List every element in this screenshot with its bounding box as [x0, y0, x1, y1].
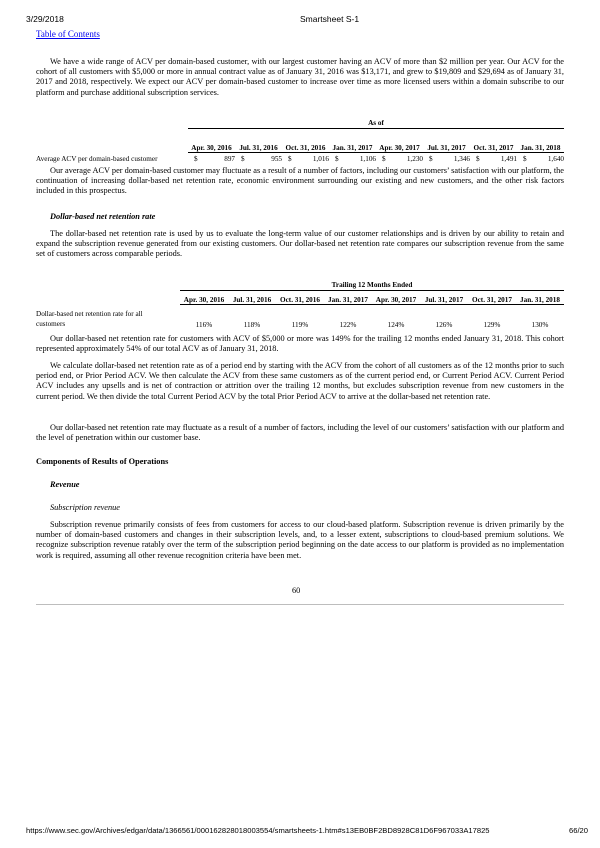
retention-col-header: Jan. 31, 2017	[324, 291, 372, 305]
acv-value: 1,346	[453, 154, 470, 163]
page-divider	[36, 604, 564, 605]
document-title: Smartsheet S-1	[300, 14, 360, 24]
currency-symbol: $	[523, 154, 527, 163]
heading-components-of-results: Components of Results of Operations	[36, 457, 169, 466]
acv-col-header: Jan. 31, 2018	[517, 129, 564, 153]
paragraph-subscription-revenue: Subscription revenue primarily consists of fees from customers for access to our cloud-based platform. Subscription revenue is driven primarily by the number of domain-based customers and changes in their subscription levels, and, to a lesser extent, subscriptions to cloud-based premium solutions. We recognize subscription revenue ratably over the term of the subscription period beginning on the date access to our platform is provided as no implementation work is required, assuming all other revenue recognition criteria have been met.	[36, 520, 564, 560]
acv-value: 1,106	[359, 154, 376, 163]
retention-value: 118%	[243, 320, 261, 329]
currency-symbol: $	[194, 154, 198, 163]
acv-col-header: Jul. 31, 2017	[423, 129, 470, 153]
footer-page-count: 66/20	[569, 826, 589, 835]
acv-value: 1,016	[312, 154, 329, 163]
currency-symbol: $	[429, 154, 433, 163]
acv-col-header: Jan. 31, 2017	[329, 129, 376, 153]
retention-col-header: Apr. 30, 2017	[372, 291, 420, 305]
acv-value: 897	[224, 154, 235, 163]
acv-value: 1,230	[406, 154, 423, 163]
retention-col-header: Oct. 31, 2016	[276, 291, 324, 305]
acv-col-header: Oct. 31, 2017	[470, 129, 517, 153]
paragraph-retention-definition: The dollar-based net retention rate is used by us to evaluate the long-term value of our customer relationships and is driven by our ability to retain and expand the subscription revenue generated from our existing customers. Our dollar-based net retention rate compares our subscription revenue from the same set of customers across comparable periods.	[36, 229, 564, 259]
retention-value: 129%	[483, 320, 501, 329]
currency-symbol: $	[288, 154, 292, 163]
table-row	[36, 305, 564, 329]
acv-col-header: Oct. 31, 2016	[282, 129, 329, 153]
footer-url: https://www.sec.gov/Archives/edgar/data/1366561/000162828018003554/smartsheets-1.htm#s13EB0BF2BD8928C81D6F967033A17825	[26, 826, 490, 835]
retention-group-header: Trailing 12 Months Ended	[180, 279, 564, 291]
heading-subscription-revenue: Subscription revenue	[50, 503, 120, 512]
paragraph-retention-fluctuation: Our dollar-based net retention rate may fluctuate as a result of a number of factors, including the level of our customers’ satisfaction with our platform and the level of penetration within our customer base.	[36, 423, 564, 443]
acv-col-header: Jul. 31, 2016	[235, 129, 282, 153]
table-of-contents-link[interactable]: Table of Contents	[36, 29, 100, 39]
heading-dollar-based-net-retention-rate: Dollar-based net retention rate	[50, 212, 156, 221]
retention-value: 126%	[435, 320, 453, 329]
retention-row-label: Dollar-based net retention rate for all	[36, 309, 143, 318]
paragraph-acv-range: We have a wide range of ACV per domain-based customer, with our largest customer having an ACV of more than $2 million per year. Our ACV for the cohort of all customers with $5,000 or more in annual contract value as of January 31, 2016 was $13,171, and grew to $19,809 and $29,694 as of January 31, 2017 and 2018, respectively. We expect our ACV per domain-based customer to increase over time as more licensed users within a domain subscribe to our platform and purchase additional subscription services.	[36, 57, 564, 97]
retention-table	[36, 279, 564, 329]
acv-table	[36, 117, 564, 165]
retention-col-header: Jul. 31, 2017	[420, 291, 468, 305]
retention-value: 122%	[339, 320, 357, 329]
retention-row-label-cont: customers	[36, 319, 66, 328]
retention-col-header: Oct. 31, 2017	[468, 291, 516, 305]
retention-col-header: Jul. 31, 2016	[228, 291, 276, 305]
retention-col-header: Jan. 31, 2018	[516, 291, 564, 305]
currency-symbol: $	[382, 154, 386, 163]
paragraph-acv-fluctuation: Our average ACV per domain-based customer may fluctuate as a result of a number of factors, including our customers’ satisfaction with our platform, the continuation of increasing dollar-based net retention rate, economic environment surrounding our existing and new customers, and the other risk factors included in this prospectus.	[36, 166, 564, 196]
retention-value: 130%	[531, 320, 549, 329]
retention-value: 116%	[195, 320, 213, 329]
currency-symbol: $	[335, 154, 339, 163]
page-number: 60	[292, 586, 301, 595]
heading-revenue: Revenue	[50, 480, 80, 489]
retention-col-header: Apr. 30, 2016	[180, 291, 228, 305]
acv-group-header: As of	[188, 117, 564, 129]
acv-row-label: Average ACV per domain-based customer	[36, 154, 158, 163]
acv-value: 1,640	[547, 154, 564, 163]
acv-col-header: Apr. 30, 2017	[376, 129, 423, 153]
paragraph-retention-calculation: We calculate dollar-based net retention rate as of a period end by starting with the ACV from the cohort of all customers as of the 12 months prior to such period end, or Prior Period ACV. We then calculate the ACV from these same customers as of the current period end, or Current Period ACV. Current Period ACV includes any upsells and is net of contraction or attrition over the trailing 12 months, but excludes subscription revenue from new customers in the current period. We then divide the total Current Period ACV by the total Prior Period ACV to arrive at the dollar-based net retention rate.	[36, 361, 564, 401]
table-row	[36, 153, 564, 165]
acv-value: 1,491	[500, 154, 517, 163]
retention-value: 124%	[387, 320, 405, 329]
paragraph-retention-149: Our dollar-based net retention rate for customers with ACV of $5,000 or more was 149% for the trailing 12 months ended January 31, 2018. This cohort represented approximately 54% of our total ACV as of January 31, 2018.	[36, 334, 564, 354]
currency-symbol: $	[476, 154, 480, 163]
retention-value: 119%	[291, 320, 309, 329]
acv-value: 955	[271, 154, 282, 163]
print-date: 3/29/2018	[26, 14, 64, 24]
acv-col-header: Apr. 30, 2016	[188, 129, 235, 153]
currency-symbol: $	[241, 154, 245, 163]
